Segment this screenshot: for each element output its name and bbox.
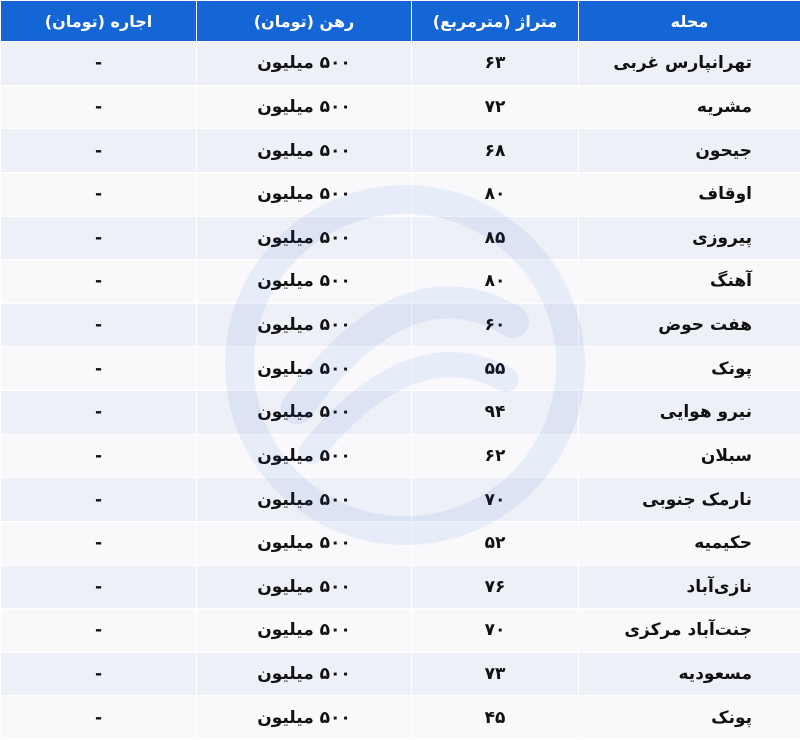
- cell-neighborhood: پونک: [579, 696, 800, 740]
- cell-rent: -: [1, 172, 197, 216]
- cell-neighborhood: پونک: [579, 347, 800, 391]
- table-row: [1, 42, 800, 86]
- cell-rent: -: [1, 347, 197, 391]
- cell-neighborhood: نیرو هوایی: [579, 391, 800, 435]
- cell-deposit: ۵۰۰ میلیون: [197, 85, 412, 129]
- cell-neighborhood: آهنگ: [579, 260, 800, 304]
- cell-deposit: ۵۰۰ میلیون: [197, 478, 412, 522]
- cell-deposit: ۵۰۰ میلیون: [197, 696, 412, 740]
- header-deposit: رهن (تومان): [197, 1, 412, 42]
- header-neighborhood: محله: [579, 1, 800, 42]
- cell-area: ۷۰: [412, 478, 579, 522]
- table-row: [1, 609, 800, 653]
- table-header-row: [1, 1, 800, 42]
- cell-neighborhood: حکیمیه: [579, 521, 800, 565]
- table-row: [1, 652, 800, 696]
- cell-area: ۹۴: [412, 391, 579, 435]
- cell-deposit: ۵۰۰ میلیون: [197, 260, 412, 304]
- cell-deposit: ۵۰۰ میلیون: [197, 303, 412, 347]
- cell-neighborhood: هفت حوض: [579, 303, 800, 347]
- cell-rent: -: [1, 303, 197, 347]
- cell-deposit: ۵۰۰ میلیون: [197, 42, 412, 86]
- cell-deposit: ۵۰۰ میلیون: [197, 565, 412, 609]
- cell-area: ۷۲: [412, 85, 579, 129]
- cell-rent: -: [1, 42, 197, 86]
- cell-area: ۷۰: [412, 609, 579, 653]
- cell-area: ۶۲: [412, 434, 579, 478]
- table-row: [1, 129, 800, 173]
- table-row: [1, 478, 800, 522]
- table-row: [1, 216, 800, 260]
- cell-area: ۷۶: [412, 565, 579, 609]
- cell-neighborhood: جیحون: [579, 129, 800, 173]
- cell-deposit: ۵۰۰ میلیون: [197, 216, 412, 260]
- cell-neighborhood: پیروزی: [579, 216, 800, 260]
- cell-deposit: ۵۰۰ میلیون: [197, 347, 412, 391]
- cell-neighborhood: نارمک جنوبی: [579, 478, 800, 522]
- cell-area: ۴۵: [412, 696, 579, 740]
- cell-area: ۸۰: [412, 172, 579, 216]
- cell-area: ۵۲: [412, 521, 579, 565]
- cell-rent: -: [1, 652, 197, 696]
- cell-neighborhood: جنت‌آباد مرکزی: [579, 609, 800, 653]
- cell-deposit: ۵۰۰ میلیون: [197, 391, 412, 435]
- cell-rent: -: [1, 434, 197, 478]
- cell-area: ۶۳: [412, 42, 579, 86]
- table-row: [1, 521, 800, 565]
- cell-rent: -: [1, 521, 197, 565]
- cell-rent: -: [1, 129, 197, 173]
- cell-neighborhood: مسعودیه: [579, 652, 800, 696]
- cell-rent: -: [1, 696, 197, 740]
- cell-area: ۶۸: [412, 129, 579, 173]
- cell-neighborhood: سبلان: [579, 434, 800, 478]
- cell-deposit: ۵۰۰ میلیون: [197, 129, 412, 173]
- cell-deposit: ۵۰۰ میلیون: [197, 434, 412, 478]
- cell-rent: -: [1, 260, 197, 304]
- table-row: [1, 260, 800, 304]
- cell-deposit: ۵۰۰ میلیون: [197, 609, 412, 653]
- cell-deposit: ۵۰۰ میلیون: [197, 172, 412, 216]
- table-row: [1, 172, 800, 216]
- header-area: متراژ (مترمربع): [412, 1, 579, 42]
- cell-deposit: ۵۰۰ میلیون: [197, 652, 412, 696]
- cell-neighborhood: تهرانپارس غربی: [579, 42, 800, 86]
- cell-neighborhood: مشریه: [579, 85, 800, 129]
- cell-rent: -: [1, 216, 197, 260]
- cell-rent: -: [1, 391, 197, 435]
- cell-rent: -: [1, 565, 197, 609]
- cell-area: ۵۵: [412, 347, 579, 391]
- table-row: [1, 303, 800, 347]
- cell-neighborhood: نازی‌آباد: [579, 565, 800, 609]
- table-body: [1, 42, 800, 740]
- cell-neighborhood: اوقاف: [579, 172, 800, 216]
- table-row: [1, 391, 800, 435]
- table-row: [1, 696, 800, 740]
- cell-area: ۶۰: [412, 303, 579, 347]
- table-row: [1, 565, 800, 609]
- cell-area: ۸۵: [412, 216, 579, 260]
- table-row: [1, 434, 800, 478]
- cell-rent: -: [1, 478, 197, 522]
- cell-area: ۸۰: [412, 260, 579, 304]
- cell-rent: -: [1, 609, 197, 653]
- table-row: [1, 347, 800, 391]
- cell-area: ۷۳: [412, 652, 579, 696]
- cell-rent: -: [1, 85, 197, 129]
- cell-deposit: ۵۰۰ میلیون: [197, 521, 412, 565]
- table-row: [1, 85, 800, 129]
- header-rent: اجاره (تومان): [1, 1, 197, 42]
